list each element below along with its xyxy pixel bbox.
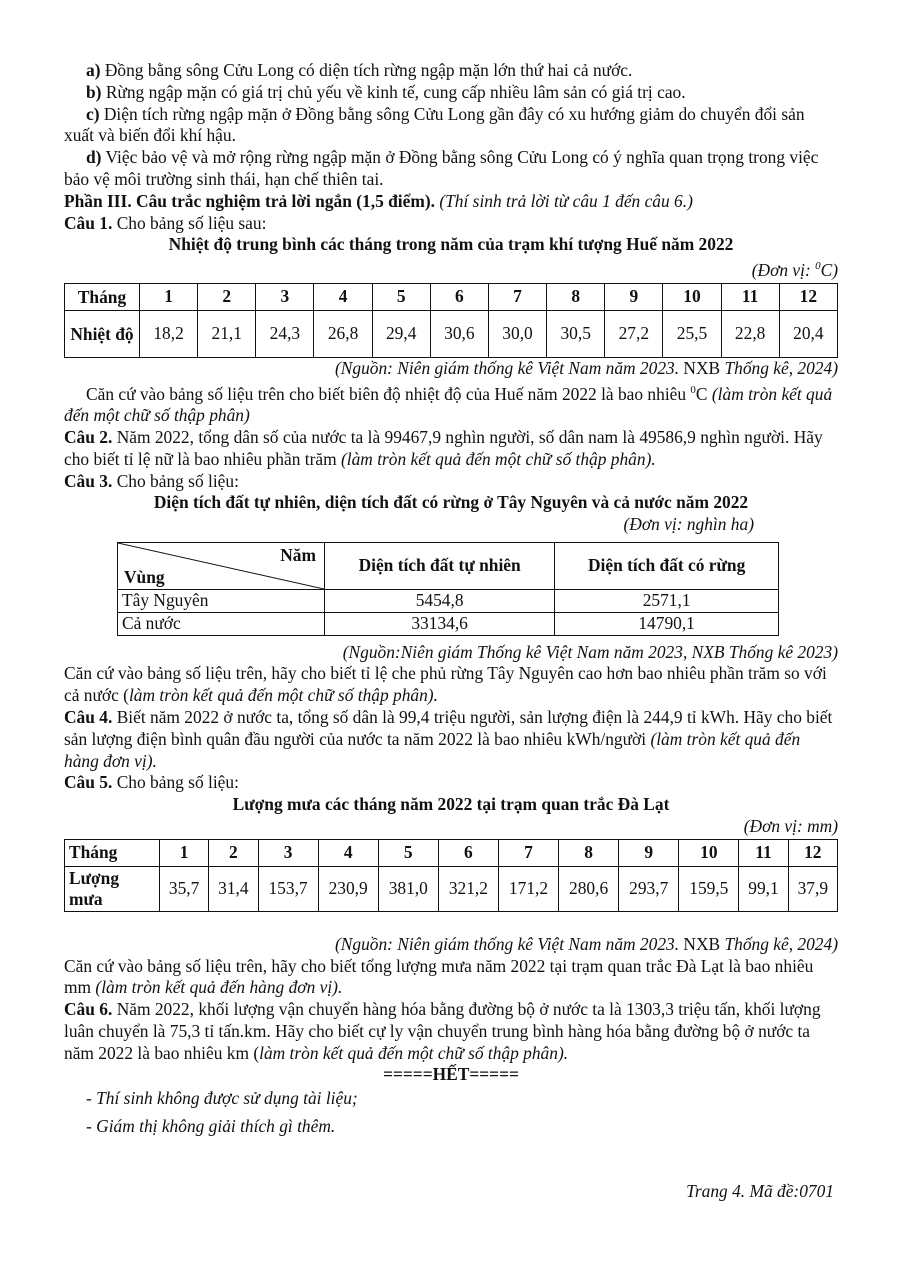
q1-unit: (Đơn vị: $^0$C)	[751, 259, 838, 280]
q1-row-header-temp: Nhiệt độ	[65, 310, 140, 357]
statement-c: c) Diện tích rừng ngập mặn ở Đồng bằng sông Cửu Long gần đây có xu hướng giảm do chuyển đổi sản xuất và biến đổi khí hậu.	[64, 103, 805, 146]
q3-diag-bottom: Vùng	[124, 567, 165, 588]
q3-forest: 2571,1	[555, 589, 779, 612]
q5-month: 11	[739, 839, 788, 866]
q5-month: 2	[209, 839, 258, 866]
q3-table-title: Diện tích đất tự nhiên, diện tích đất có rừng ở Tây Nguyên và cả nước năm 2022	[153, 492, 749, 513]
q1-value: 26,8	[314, 310, 372, 357]
q1-value: 30,0	[488, 310, 546, 357]
q1-intro: Câu 1. Cho bảng số liệu sau:	[64, 212, 267, 233]
q5-value: 171,2	[498, 866, 558, 911]
q1-month: 3	[256, 283, 314, 310]
q3-region: Cả nước	[118, 612, 325, 635]
q3-natural: 33134,6	[325, 612, 555, 635]
q3-question: Căn cứ vào bảng số liệu trên, hãy cho biết tỉ lệ che phủ rừng Tây Nguyên cao hơn bao nhiêu phần trăm so với cả nước (làm tròn kết quả đến một chữ số thập phân).	[64, 663, 827, 706]
q5-source: (Nguồn: Niên giám thống kê Việt Nam năm 2023. NXB Thống kê, 2024)	[334, 933, 838, 954]
statement-b: b) Rừng ngập mặn có giá trị chủ yếu về kinh tế, cung cấp nhiều lâm sản có giá trị cao.	[86, 81, 686, 102]
q3-diagonal-header	[118, 542, 325, 589]
statement-d: d) Việc bảo vệ và mở rộng rừng ngập mặn ở Đồng bằng sông Cửu Long có ý nghĩa quan trọng trong việc bảo vệ môi trường sinh thái, hạn chế thiên tai.	[64, 147, 819, 189]
q5-month: 6	[438, 839, 498, 866]
q1-month: 11	[721, 283, 779, 310]
q5-table-title: Lượng mưa các tháng năm 2022 tại trạm quan trắc Đà Lạt	[232, 794, 670, 815]
part3-heading: Phần III. Câu trắc nghiệm trả lời ngắn (1,5 điểm). (Thí sinh trả lời từ câu 1 đến câu 6.)	[64, 190, 693, 211]
q1-month: 1	[140, 283, 198, 310]
q1-value: 25,5	[663, 310, 721, 357]
q5-value: 321,2	[438, 866, 498, 911]
q5-value: 280,6	[559, 866, 619, 911]
q1-value: 20,4	[779, 310, 837, 357]
q1-temperature-table	[64, 283, 838, 358]
q1-value: 30,6	[430, 310, 488, 357]
q6-question: Câu 6. Năm 2022, khối lượng vận chuyển hàng hóa bằng đường bộ ở nước ta là 1303,3 triệu tấn, khối lượng luân chuyển là 75,3 tỉ tấn.km. Hãy cho biết cự ly vận chuyển trung bình hàng hóa bằng đường bộ ở nước ta năm 2022 là bao nhiêu km (làm tròn kết quả đến một chữ số thập phân).	[64, 999, 821, 1063]
q1-value: 29,4	[372, 310, 430, 357]
q3-natural: 5454,8	[325, 589, 555, 612]
q1-value: 30,5	[547, 310, 605, 357]
q3-land-table	[117, 542, 779, 636]
q3-col-natural: Diện tích đất tự nhiên	[325, 542, 555, 589]
q5-value: 99,1	[739, 866, 788, 911]
q3-source: (Nguồn:Niên giám Thống kê Việt Nam năm 2023, NXB Thống kê 2023)	[342, 641, 838, 662]
q4-question: Câu 4. Biết năm 2022 ở nước ta, tổng số dân là 99,4 triệu người, sản lượng điện là 244,9 tỉ kWh. Hãy cho biết sản lượng điện bình quân đầu người của nước ta năm 2022 là bao nhiêu kWh/người (làm tròn kết quả đến hàng đơn vị).	[64, 706, 833, 771]
q5-value: 230,9	[318, 866, 378, 911]
q1-value: 22,8	[721, 310, 779, 357]
q2-question: Câu 2. Năm 2022, tổng dân số của nước ta là 99467,9 nghìn người, số dân nam là 49586,9 nghìn người. Hãy cho biết tỉ lệ nữ là bao nhiêu phần trăm (làm tròn kết quả đến một chữ số thập phân).	[64, 426, 823, 469]
q1-value: 24,3	[256, 310, 314, 357]
q1-month: 4	[314, 283, 372, 310]
note-line: - Giám thị không giải thích gì thêm.	[86, 1116, 336, 1137]
q3-col-forest: Diện tích đất có rừng	[555, 542, 779, 589]
q1-value: 21,1	[198, 310, 256, 357]
q5-month: 9	[619, 839, 679, 866]
q1-month: 2	[198, 283, 256, 310]
q5-value: 31,4	[209, 866, 258, 911]
q1-month: 12	[779, 283, 837, 310]
q5-month: 8	[559, 839, 619, 866]
q1-month: 5	[372, 283, 430, 310]
q1-month: 8	[547, 283, 605, 310]
q5-month: 12	[788, 839, 837, 866]
q1-row-header-month: Tháng	[65, 283, 140, 310]
q5-month: 7	[498, 839, 558, 866]
q5-row-header-month: Tháng	[65, 839, 160, 866]
q5-value: 35,7	[160, 866, 209, 911]
q1-month: 6	[430, 283, 488, 310]
q1-month: 7	[488, 283, 546, 310]
q5-month: 4	[318, 839, 378, 866]
q5-value: 37,9	[788, 866, 837, 911]
q1-table-title: Nhiệt độ trung bình các tháng trong năm của trạm khí tượng Huế năm 2022	[168, 234, 734, 255]
q5-row-header-rain: Lượng mưa	[65, 866, 160, 911]
q3-unit: (Đơn vị: nghìn ha)	[623, 514, 754, 535]
q5-month: 5	[378, 839, 438, 866]
q3-intro: Câu 3. Cho bảng số liệu:	[64, 470, 239, 491]
q5-month: 1	[160, 839, 209, 866]
q5-unit: (Đơn vị: mm)	[743, 815, 838, 836]
q1-question: Căn cứ vào bảng số liệu trên cho biết biên độ nhiệt độ của Huế năm 2022 là bao nhiêu $^0$C (làm tròn kết quả đến một chữ số thập phân)	[64, 383, 833, 426]
q5-value: 159,5	[679, 866, 739, 911]
q3-diag-top: Năm	[280, 544, 316, 565]
q1-month: 10	[663, 283, 721, 310]
q5-value: 153,7	[258, 866, 318, 911]
q5-question: Căn cứ vào bảng số liệu trên, hãy cho biết tổng lượng mưa năm 2022 tại trạm quan trắc Đà Lạt là bao nhiêu mm (làm tròn kết quả đến hàng đơn vị).	[64, 955, 814, 998]
q1-value: 27,2	[605, 310, 663, 357]
end-mark: =====HẾT=====	[383, 1064, 519, 1085]
page-footer: Trang 4. Mã đề:0701	[686, 1181, 834, 1201]
q3-region: Tây Nguyên	[118, 589, 325, 612]
q5-value: 293,7	[619, 866, 679, 911]
q5-month: 10	[679, 839, 739, 866]
q5-rainfall-table	[64, 839, 838, 912]
q1-value: 18,2	[140, 310, 198, 357]
q1-source: (Nguồn: Niên giám thống kê Việt Nam năm 2023. NXB Thống kê, 2024)	[334, 357, 838, 378]
q3-forest: 14790,1	[555, 612, 779, 635]
q5-intro: Câu 5. Cho bảng số liệu:	[64, 772, 239, 793]
note-line: - Thí sinh không được sử dụng tài liệu;	[86, 1088, 358, 1109]
q1-month: 9	[605, 283, 663, 310]
statement-a: a) Đồng bằng sông Cửu Long có diện tích rừng ngập mặn lớn thứ hai cả nước.	[86, 60, 633, 80]
q5-value: 381,0	[378, 866, 438, 911]
q5-month: 3	[258, 839, 318, 866]
